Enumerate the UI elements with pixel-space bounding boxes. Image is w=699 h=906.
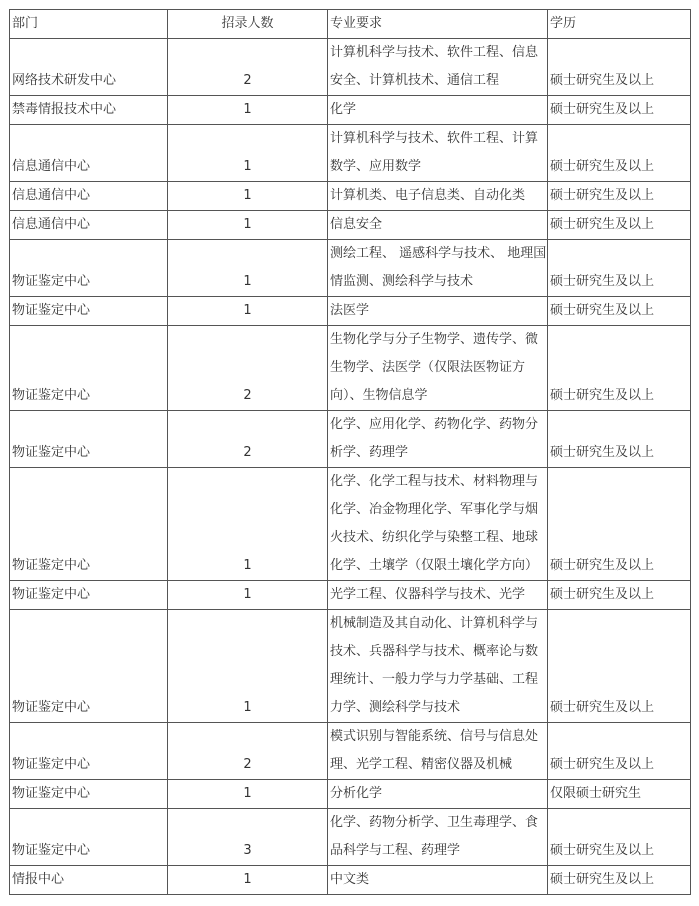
education-cell: 硕士研究生及以上 <box>548 211 691 240</box>
header-department: 部门 <box>10 10 168 39</box>
major-cell: 化学、药物分析学、卫生毒理学、食品科学与工程、药理学 <box>328 809 548 866</box>
table-row <box>10 780 691 809</box>
major-cell: 化学、应用化学、药物化学、药物分析学、药理学 <box>328 411 548 468</box>
headcount-cell: 2 <box>168 411 328 468</box>
education-cell: 硕士研究生及以上 <box>548 809 691 866</box>
major-cell: 法医学 <box>328 297 548 326</box>
headcount-cell: 1 <box>168 866 328 895</box>
major-cell: 测绘工程、 遥感科学与技术、 地理国情监测、测绘科学与技术 <box>328 240 548 297</box>
table-row <box>10 581 691 610</box>
department-cell: 信息通信中心 <box>10 182 168 211</box>
headcount-cell: 1 <box>168 96 328 125</box>
table-header-row <box>10 10 691 39</box>
major-cell: 分析化学 <box>328 780 548 809</box>
education-cell: 硕士研究生及以上 <box>548 297 691 326</box>
headcount-cell: 2 <box>168 326 328 411</box>
headcount-cell: 1 <box>168 240 328 297</box>
headcount-cell: 1 <box>168 581 328 610</box>
table-row <box>10 326 691 411</box>
table-row <box>10 39 691 96</box>
major-cell: 计算机科学与技术、软件工程、信息安全、计算机技术、通信工程 <box>328 39 548 96</box>
headcount-cell: 1 <box>168 610 328 723</box>
education-cell: 硕士研究生及以上 <box>548 581 691 610</box>
education-cell: 硕士研究生及以上 <box>548 326 691 411</box>
headcount-cell: 1 <box>168 780 328 809</box>
department-cell: 物证鉴定中心 <box>10 326 168 411</box>
department-cell: 物证鉴定中心 <box>10 411 168 468</box>
department-cell: 物证鉴定中心 <box>10 809 168 866</box>
table-row <box>10 411 691 468</box>
department-cell: 情报中心 <box>10 866 168 895</box>
education-cell: 硕士研究生及以上 <box>548 468 691 581</box>
education-cell: 硕士研究生及以上 <box>548 866 691 895</box>
table-row <box>10 240 691 297</box>
table-row <box>10 610 691 723</box>
header-education: 学历 <box>548 10 691 39</box>
table-row <box>10 211 691 240</box>
headcount-cell: 1 <box>168 211 328 240</box>
department-cell: 禁毒情报技术中心 <box>10 96 168 125</box>
table-row <box>10 96 691 125</box>
headcount-cell: 2 <box>168 723 328 780</box>
major-cell: 化学、化学工程与技术、材料物理与化学、冶金物理化学、军事化学与烟火技术、纺织化学与染整工程、地球化学、土壤学（仅限土壤化学方向） <box>328 468 548 581</box>
department-cell: 物证鉴定中心 <box>10 297 168 326</box>
department-cell: 物证鉴定中心 <box>10 468 168 581</box>
table-row <box>10 809 691 866</box>
headcount-cell: 1 <box>168 125 328 182</box>
major-cell: 机械制造及其自动化、计算机科学与技术、兵器科学与技术、概率论与数理统计、一般力学与力学基础、工程力学、测绘科学与技术 <box>328 610 548 723</box>
education-cell: 硕士研究生及以上 <box>548 39 691 96</box>
education-cell: 硕士研究生及以上 <box>548 96 691 125</box>
education-cell: 硕士研究生及以上 <box>548 723 691 780</box>
table-row <box>10 723 691 780</box>
education-cell: 硕士研究生及以上 <box>548 610 691 723</box>
major-cell: 计算机科学与技术、软件工程、计算数学、应用数学 <box>328 125 548 182</box>
headcount-cell: 1 <box>168 468 328 581</box>
major-cell: 化学 <box>328 96 548 125</box>
department-cell: 信息通信中心 <box>10 125 168 182</box>
recruitment-table <box>9 9 691 895</box>
table-row <box>10 468 691 581</box>
education-cell: 硕士研究生及以上 <box>548 182 691 211</box>
headcount-cell: 1 <box>168 182 328 211</box>
major-cell: 中文类 <box>328 866 548 895</box>
education-cell: 硕士研究生及以上 <box>548 125 691 182</box>
department-cell: 物证鉴定中心 <box>10 610 168 723</box>
table-row <box>10 297 691 326</box>
major-cell: 生物化学与分子生物学、遗传学、微生物学、法医学（仅限法医物证方向）、生物信息学 <box>328 326 548 411</box>
header-headcount: 招录人数 <box>168 10 328 39</box>
department-cell: 物证鉴定中心 <box>10 581 168 610</box>
headcount-cell: 2 <box>168 39 328 96</box>
major-cell: 计算机类、电子信息类、自动化类 <box>328 182 548 211</box>
education-cell: 硕士研究生及以上 <box>548 240 691 297</box>
headcount-cell: 1 <box>168 297 328 326</box>
table-row <box>10 866 691 895</box>
table-row <box>10 182 691 211</box>
department-cell: 网络技术研发中心 <box>10 39 168 96</box>
department-cell: 物证鉴定中心 <box>10 240 168 297</box>
department-cell: 物证鉴定中心 <box>10 723 168 780</box>
department-cell: 物证鉴定中心 <box>10 780 168 809</box>
education-cell: 仅限硕士研究生 <box>548 780 691 809</box>
table-row <box>10 125 691 182</box>
major-cell: 信息安全 <box>328 211 548 240</box>
major-cell: 光学工程、仪器科学与技术、光学 <box>328 581 548 610</box>
major-cell: 模式识别与智能系统、信号与信息处理、光学工程、精密仪器及机械 <box>328 723 548 780</box>
headcount-cell: 3 <box>168 809 328 866</box>
education-cell: 硕士研究生及以上 <box>548 411 691 468</box>
department-cell: 信息通信中心 <box>10 211 168 240</box>
header-major-requirements: 专业要求 <box>328 10 548 39</box>
